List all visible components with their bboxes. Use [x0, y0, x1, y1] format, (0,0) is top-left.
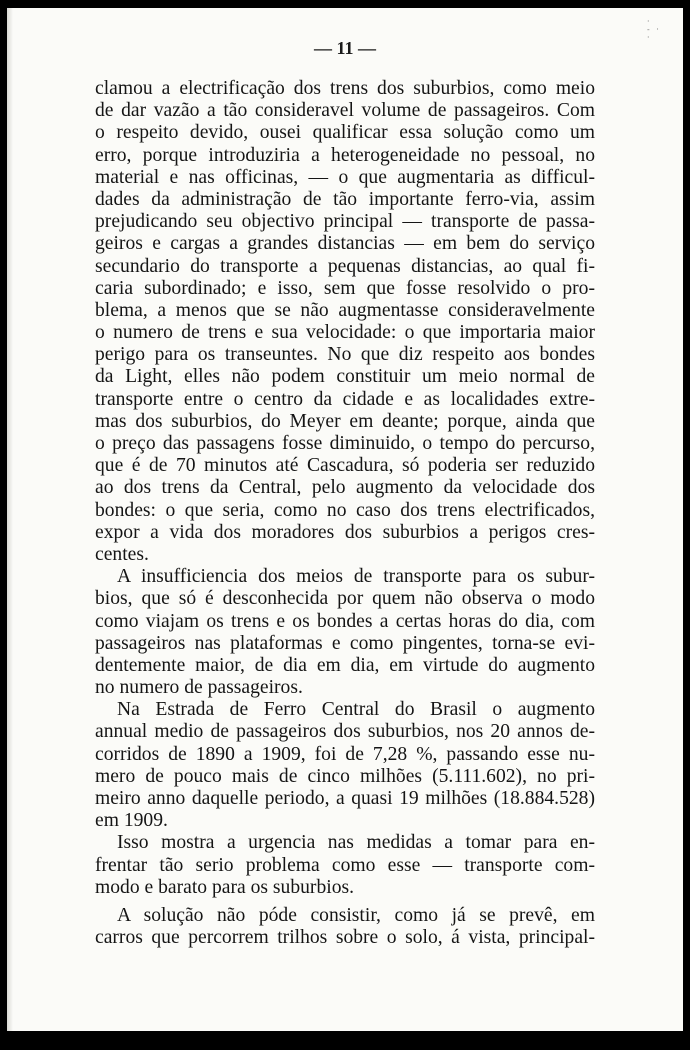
text-line: ao dos trens da Central, pelo augmento da velocidade dos [95, 477, 595, 499]
scan-specks: · - · · [647, 17, 661, 42]
paragraph-1 [95, 78, 595, 566]
text-line: dentemente maior, de dia em dia, em virtude do augmento [95, 654, 595, 676]
text-line: caria subordinado; e isso, sem que fosse resolvido o pro- [95, 277, 595, 299]
text-line: bondes: o que seria, como no caso dos trens electrificados, [95, 499, 595, 521]
text-line: frentar tão serio problema como esse — transporte com- [95, 854, 595, 876]
text-line: annual medio de passageiros dos suburbios, nos 20 annos de- [95, 721, 595, 743]
paragraph-5 [95, 905, 595, 949]
text-line: expor a vida dos moradores dos suburbios a perigos cres- [95, 521, 595, 543]
paragraph-3 [95, 699, 595, 832]
page-number: — 11 — [313, 38, 376, 58]
text-line: prejudicando seu objectivo principal — transporte de passa- [95, 211, 595, 233]
text-line: mas dos suburbios, do Meyer em deante; porque, ainda que [95, 410, 595, 432]
book-page [7, 8, 683, 1031]
text-line: como viajam os trens e os bondes a certas horas do dia, com [95, 610, 595, 632]
text-line: que é de 70 minutos até Cascadura, só poderia ser reduzido [95, 455, 595, 477]
text-line: corridos de 1890 a 1909, foi de 7,28 %, passando esse nu- [95, 743, 595, 765]
text-line: A solução não póde consistir, como já se prevê, em [117, 904, 595, 926]
text-line: mero de pouco mais de cinco milhões (5.111.602), no pri- [95, 765, 595, 787]
text-line: de dar vazão a tão consideravel volume de passageiros. Com [95, 100, 595, 122]
text-line: A insufficiencia dos meios de transporte para os subur- [117, 566, 595, 588]
text-line: transporte entre o centro da cidade e as localidades extre- [95, 388, 595, 410]
text-line: meiro anno daquelle periodo, a quasi 19 milhões (18.884.528) [95, 788, 595, 809]
text-line: centes. [95, 543, 149, 565]
text-line: material e nas officinas, — o que augmentaria as difficul- [95, 166, 595, 188]
text-line: o preço das passagens fosse diminuido, o tempo do percurso, [95, 433, 595, 454]
text-line: carros que percorrem trilhos sobre o solo, á vista, principal- [95, 927, 595, 949]
text-line: Isso mostra a urgencia nas medidas a tomar para en- [117, 832, 595, 854]
text-line: secundario do transporte a pequenas distancias, ao qual fi- [95, 255, 595, 277]
text-line: o numero de trens e sua velocidade: o que importaria maior [95, 322, 595, 344]
text-line: passageiros nas plataformas e como pingentes, torna-se evi- [95, 632, 595, 654]
paragraph-2 [95, 566, 595, 699]
text-line: blema, a menos que se não augmentasse consideravelmente [95, 299, 595, 321]
text-line: da Light, elles não podem constituir um meio normal de [95, 366, 595, 388]
text-line: perigo para os transeuntes. No que diz respeito aos bondes [95, 344, 595, 366]
text-line: Na Estrada de Ferro Central do Brasil o augmento [117, 699, 595, 721]
text-line: o respeito devido, ousei qualificar essa solução como um [95, 122, 595, 144]
text-line: erro, porque introduziria a heterogeneidade no pessoal, no [95, 144, 595, 166]
text-line: geiros e cargas a grandes distancias — em bem do serviço [95, 233, 595, 255]
text-line: modo e barato para os suburbios. [95, 876, 355, 898]
text-line: dades da administração de tão importante ferro-via, assim [95, 188, 595, 210]
paragraph-4 [95, 832, 595, 899]
body-text [95, 78, 595, 949]
text-line: clamou a electrificação dos trens dos suburbios, como meio [95, 78, 595, 99]
text-line: bios, que só é desconhecida por quem não observa o modo [95, 588, 595, 610]
scan-edge-shadow [7, 8, 13, 1031]
text-line: no numero de passageiros. [95, 677, 303, 699]
text-line: em 1909. [95, 810, 168, 832]
